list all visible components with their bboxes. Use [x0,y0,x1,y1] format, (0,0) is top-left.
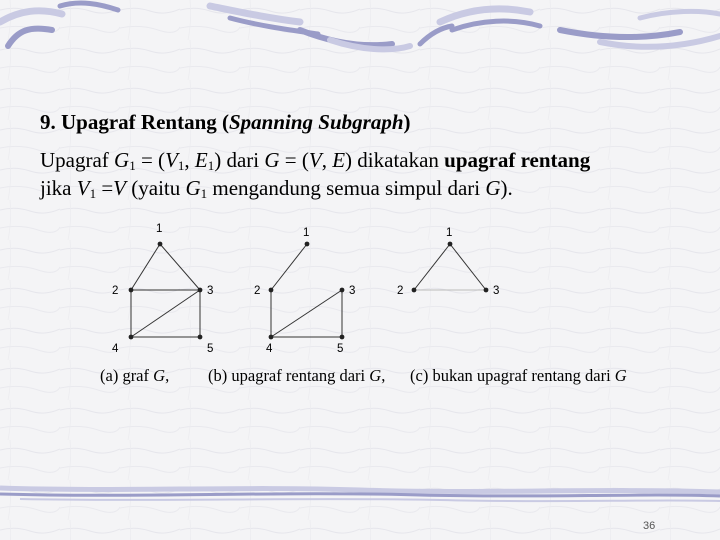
vertex-label-b-5: 5 [337,343,344,355]
vertex-label-b-1: 1 [303,227,310,239]
vertex-label-a-3: 3 [207,285,214,297]
edge-a-1-2 [131,244,160,290]
vertex-label-a-2: 2 [112,285,119,297]
caption-c: (c) bukan upagraf rentang dari G [410,366,627,385]
vertex-label-b-2: 2 [254,285,261,297]
vertex-b-1 [305,242,310,247]
vertex-a-1 [158,242,163,247]
vertex-label-c-2: 2 [397,285,404,297]
graph-a [131,244,200,337]
graph-c [414,244,486,290]
vertex-label-c-3: 3 [493,285,500,297]
vertex-label-a-5: 5 [207,343,214,355]
definition-line-1: Upagraf $G_1 = (V_1$, $E_1$) dari G = (V, E) dikatakan upagraf rentang [40,148,591,173]
caption-b: (b) upagraf rentang dari G, [208,366,386,385]
edge-c-1-3 [450,244,486,290]
vertex-b-4 [269,335,274,340]
vertex-b-2 [269,288,274,293]
vertex-label-c-1: 1 [446,227,453,239]
vertex-label-b-4: 4 [266,343,273,355]
vertex-label-a-4: 4 [112,343,119,355]
vertex-a-5 [198,335,203,340]
vertex-c-3 [484,288,489,293]
edge-c-1-2 [414,244,450,290]
vertex-c-1 [448,242,453,247]
caption-a: (a) graf G, [100,366,170,385]
graph-c-vertices [412,242,489,293]
definition-line-2: jika $V_1 =V$ (yaitu $G_1$ mengandung semua simpul dari G). [40,176,513,201]
vertex-b-5 [340,335,345,340]
vertex-a-3 [198,288,203,293]
edge-a-4-3 [131,290,200,337]
vertex-b-3 [340,288,345,293]
page-number: 36 [643,520,656,532]
vertex-a-2 [129,288,134,293]
vertex-label-a-1: 1 [156,223,163,235]
edge-a-1-3 [160,244,200,290]
vertex-a-4 [129,335,134,340]
slide-title: 9. Upagraf Rentang (Spanning Subgraph) [40,110,411,134]
edge-b-4-3 [271,290,342,337]
graph-b-vertices [269,242,345,340]
vertex-c-2 [412,288,417,293]
edge-b-1-2 [271,244,307,290]
figure-captions [0,366,720,388]
vertex-label-b-3: 3 [349,285,356,297]
graph-b [271,244,342,337]
